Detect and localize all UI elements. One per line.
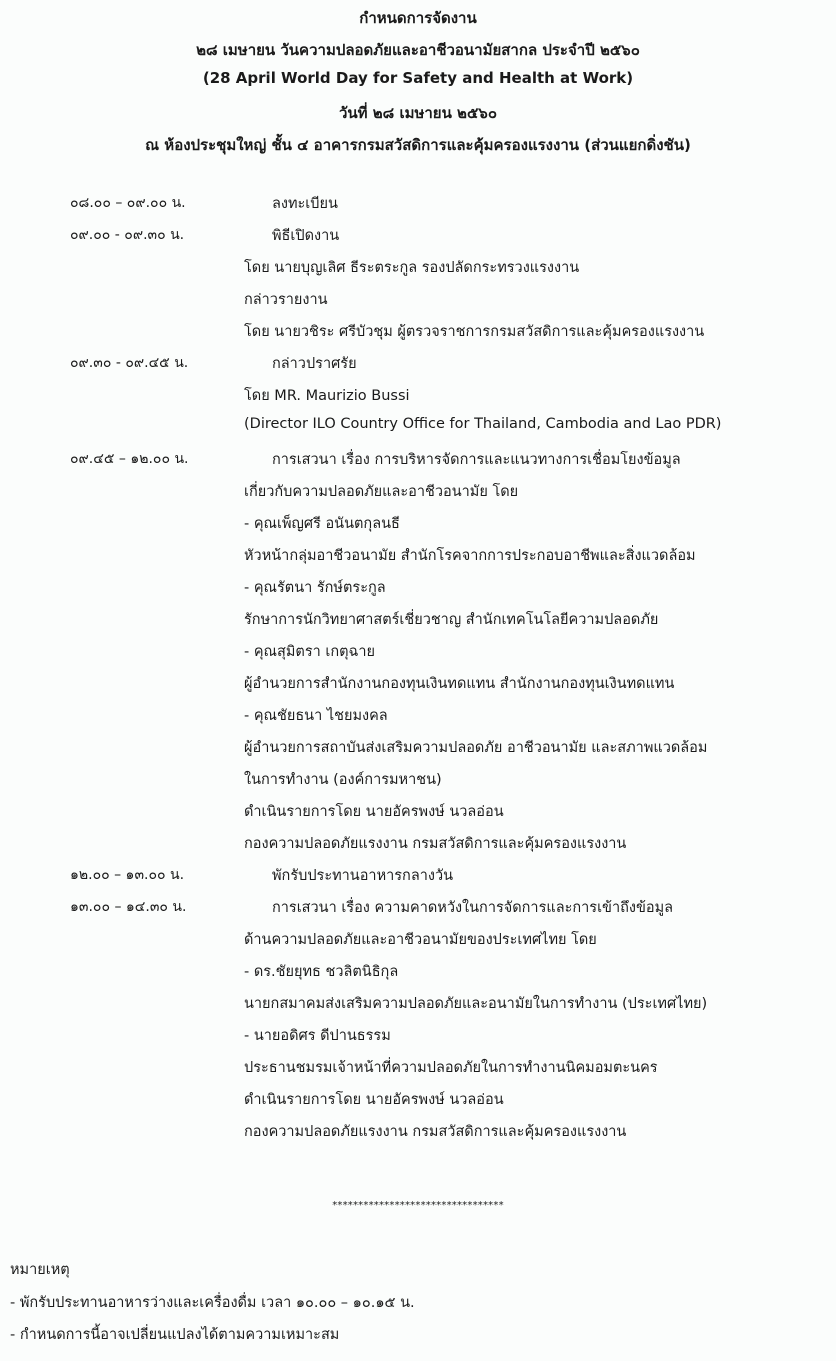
separator: ********************************* [332,1200,504,1211]
schedule-time: ๐๙.๐๐ - ๐๙.๓๐ น. [70,227,185,243]
event-title-thai: ๒๘ เมษายน วันความปลอดภัยและอาชีวอนามัยสากล ประจำปี ๒๕๖๐ [196,41,640,59]
schedule-activity: พักรับประทานอาหารกลางวัน [272,868,454,884]
schedule-activity: กล่าวปราศรัย [272,356,357,372]
notes-heading: หมายเหตุ [10,1262,70,1278]
schedule-detail: นายกสมาคมส่งเสริมความปลอดภัยและอนามัยในการทำงาน (ประเทศไทย) [244,996,708,1012]
event-date: วันที่ ๒๘ เมษายน ๒๕๖๐ [339,104,497,122]
schedule-detail: - นายอดิศร ดีปานธรรม [244,1028,391,1044]
schedule-detail: กล่าวรายงาน [244,292,328,308]
schedule-detail: ดำเนินรายการโดย นายอัครพงษ์ นวลอ่อน [244,1092,504,1108]
schedule-detail: - ดร.ชัยยุทธ ชวลิตนิธิกุล [244,964,399,980]
schedule-detail: เกี่ยวกับความปลอดภัยและอาชีวอนามัย โดย [244,484,519,500]
note-item: - กำหนดการนี้อาจเปลี่ยนแปลงได้ตามความเหมาะสม [10,1327,340,1343]
schedule-activity: พิธีเปิดงาน [272,228,340,244]
schedule-time: ๐๙.๔๕ – ๑๒.๐๐ น. [70,451,189,467]
schedule-detail: กองความปลอดภัยแรงงาน กรมสวัสดิการและคุ้มครองแรงงาน [244,836,627,852]
schedule-detail: ดำเนินรายการโดย นายอัครพงษ์ นวลอ่อน [244,804,504,820]
schedule-activity: การเสวนา เรื่อง การบริหารจัดการและแนวทางการเชื่อมโยงข้อมูล [272,452,681,468]
schedule-time: ๑๓.๐๐ – ๑๔.๓๐ น. [70,899,187,915]
schedule-activity: การเสวนา เรื่อง ความคาดหวังในการจัดการและการเข้าถึงข้อมูล [272,900,674,916]
schedule-time: ๑๒.๐๐ – ๑๓.๐๐ น. [70,867,185,883]
event-venue: ณ ห้องประชุมใหญ่ ชั้น ๔ อาคารกรมสวัสดิการและคุ้มครองแรงงาน (ส่วนแยกดิ่งชัน) [145,136,691,154]
schedule-detail: ผู้อำนวยการสำนักงานกองทุนเงินทดแทน สำนักงานกองทุนเงินทดแทน [244,676,675,692]
schedule-detail: ในการทำงาน (องค์การมหาชน) [244,772,442,788]
schedule-detail: โดย นายวชิระ ศรีบัวชุม ผู้ตรวจราชการกรมสวัสดิการและคุ้มครองแรงงาน [244,324,705,340]
schedule-detail: - คุณชัยธนา ไชยมงคล [244,708,388,724]
schedule-detail: ประธานชมรมเจ้าหน้าที่ความปลอดภัยในการทำงานนิคมอมตะนคร [244,1060,658,1076]
schedule-detail: ผู้อำนวยการสถาบันส่งเสริมความปลอดภัย อาชีวอนามัย และสภาพแวดล้อม [244,740,708,756]
schedule-detail: - คุณสุมิตรา เกตุฉาย [244,644,376,660]
schedule-time: ๐๙.๓๐ - ๐๙.๔๕ น. [70,355,189,371]
page-title: กำหนดการจัดงาน [359,9,477,27]
schedule-detail: หัวหน้ากลุ่มอาชีวอนามัย สำนักโรคจากการประกอบอาชีพและสิ่งแวดล้อม [244,548,696,564]
schedule-detail: ด้านความปลอดภัยและอาชีวอนามัยของประเทศไทย โดย [244,932,597,948]
schedule-detail: โดย MR. Maurizio Bussi [244,388,410,404]
note-item: - พักรับประทานอาหารว่างและเครื่องดื่ม เวลา ๑๐.๐๐ – ๑๐.๑๕ น. [10,1295,415,1311]
schedule-time: ๐๘.๐๐ – ๐๙.๐๐ น. [70,195,186,211]
schedule-detail: รักษาการนักวิทยาศาสตร์เชี่ยวชาญ สำนักเทคโนโลยีความปลอดภัย [244,612,659,628]
schedule-detail: กองความปลอดภัยแรงงาน กรมสวัสดิการและคุ้มครองแรงงาน [244,1124,627,1140]
event-title-english: (28 April World Day for Safety and Health at Work) [202,69,634,87]
schedule-detail: โดย นายบุญเลิศ ธีระตระกูล รองปลัดกระทรวงแรงงาน [244,260,580,276]
schedule-activity: ลงทะเบียน [272,196,338,212]
schedule-detail: - คุณรัตนา รักษ์ตระกูล [244,580,386,596]
schedule-detail: (Director ILO Country Office for Thailand, Cambodia and Lao PDR) [244,416,722,432]
schedule-detail: - คุณเพ็ญศรี อนันตกุลนธี [244,516,400,532]
